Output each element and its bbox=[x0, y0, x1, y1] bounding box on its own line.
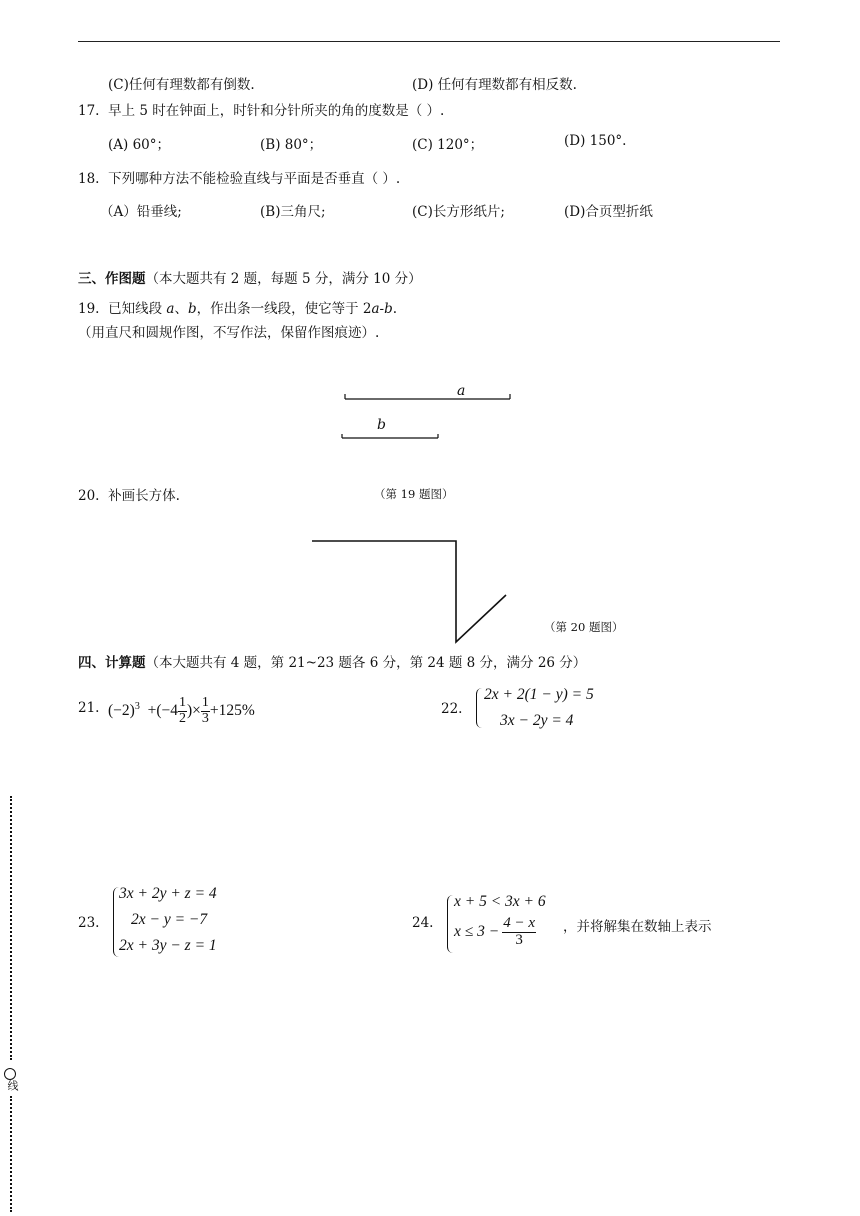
q18-option-d: (D)合页型折纸 bbox=[564, 204, 653, 220]
q21-expression bbox=[108, 687, 255, 731]
q23-eq2: 2x − y = −7 bbox=[131, 911, 208, 928]
binding-dotted-line bbox=[10, 796, 12, 1060]
q18-option-b: (B)三角尺; bbox=[260, 204, 326, 220]
numerator: 1 bbox=[178, 695, 186, 711]
q16-option-d: (D) 任何有理数都有相反数. bbox=[412, 77, 577, 93]
section-note: （本大题共有 4 题，第 21~23 题各 6 分，第 24 题 8 分，满分 26 分） bbox=[145, 655, 587, 671]
question-number: 19. bbox=[78, 301, 100, 317]
q23-eq1: 3x + 2y + z = 4 bbox=[119, 885, 217, 902]
var-a: a bbox=[371, 301, 380, 317]
numerator: 1 bbox=[201, 695, 209, 711]
expr-base: (−2) bbox=[108, 702, 135, 720]
segment-b bbox=[342, 434, 438, 438]
mixed-fraction bbox=[178, 696, 187, 726]
q24-eq2 bbox=[454, 910, 536, 954]
section-3-heading bbox=[78, 267, 422, 287]
q21-number: 21. bbox=[78, 700, 100, 716]
q20-stem bbox=[78, 484, 180, 504]
q17-stem bbox=[78, 99, 444, 119]
q22-eq1: 2x + 2(1 − y) = 5 bbox=[484, 686, 594, 703]
header-rule bbox=[78, 41, 780, 42]
q18-stem bbox=[78, 167, 400, 187]
var-b: b bbox=[384, 301, 393, 317]
q19-stem bbox=[78, 297, 397, 317]
question-text: 已知线段 bbox=[108, 301, 167, 317]
q19-figure-caption: （第 19 题图） bbox=[374, 487, 454, 501]
var-b: b bbox=[187, 301, 197, 317]
var-a: a bbox=[166, 301, 175, 317]
numerator: 4 − x bbox=[503, 915, 536, 932]
question-text: 补画长方体. bbox=[108, 488, 180, 504]
question-number: 18. bbox=[78, 171, 100, 187]
ineq-lhs: x ≤ 3 − bbox=[454, 923, 500, 940]
q18-option-a: （A）铅垂线; bbox=[100, 204, 182, 220]
q24-eq1: x + 5 < 3x + 6 bbox=[454, 893, 546, 910]
fraction bbox=[502, 916, 536, 949]
question-text: 下列哪种方法不能检验直线与平面是否垂直（ ）. bbox=[108, 171, 401, 187]
binding-hole-icon bbox=[4, 1068, 16, 1080]
binding-dotted-line bbox=[10, 1096, 12, 1212]
minus: - bbox=[379, 301, 385, 317]
separator: 、 bbox=[174, 301, 188, 317]
period: . bbox=[392, 301, 398, 317]
q22-eq2: 3x − 2y = 4 bbox=[500, 712, 574, 729]
section-4-heading bbox=[78, 651, 586, 671]
q19-segments-figure bbox=[330, 380, 530, 450]
expr-term: +125% bbox=[209, 702, 255, 720]
q24-instruction: ，并将解集在数轴上表示 bbox=[563, 919, 712, 935]
question-text: 早上 5 时在钟面上，时针和分针所夹的角的度数是（ ）. bbox=[108, 103, 445, 119]
q20-cuboid-partial-figure bbox=[300, 530, 520, 650]
section-title: 三、作图题 bbox=[78, 271, 146, 287]
expr-term: )× bbox=[186, 702, 201, 720]
section-title: 四、计算题 bbox=[78, 655, 146, 671]
q18-option-c: (C)长方形纸片; bbox=[412, 204, 505, 220]
q17-option-a: (A) 60°； bbox=[108, 137, 171, 153]
question-number: 20. bbox=[78, 488, 100, 504]
segment-a bbox=[345, 394, 510, 399]
q23-number: 23. bbox=[78, 915, 100, 931]
expr-term: +(−4 bbox=[147, 702, 178, 720]
question-number: 17. bbox=[78, 103, 100, 119]
binding-line-label: 线 bbox=[6, 1080, 19, 1091]
system-brace bbox=[476, 688, 484, 728]
q17-option-c: (C) 120°； bbox=[412, 137, 484, 153]
denominator: 3 bbox=[201, 711, 209, 727]
q24-number: 24. bbox=[412, 915, 434, 931]
q22-number: 22. bbox=[441, 701, 463, 717]
denominator: 2 bbox=[178, 711, 186, 727]
segment-a-label: a bbox=[457, 383, 466, 399]
q17-option-d: (D) 150°. bbox=[564, 133, 627, 149]
segment-b-label: b bbox=[377, 417, 386, 433]
section-note: （本大题共有 2 题，每题 5 分，满分 10 分） bbox=[145, 271, 422, 287]
q16-option-c: (C)任何有理数都有倒数. bbox=[108, 77, 255, 93]
question-text: ，作出条一线段，使它等于 2 bbox=[196, 301, 372, 317]
q20-figure-caption: （第 20 题图） bbox=[544, 620, 624, 634]
expr-exponent: 3 bbox=[134, 701, 140, 712]
q23-eq3: 2x + 3y − z = 1 bbox=[119, 937, 217, 954]
denominator: 3 bbox=[515, 931, 523, 948]
q19-instruction: （用直尺和圆规作图，不写作法，保留作图痕迹）. bbox=[78, 325, 380, 341]
fraction bbox=[201, 696, 210, 726]
q17-option-b: (B) 80°； bbox=[260, 137, 323, 153]
